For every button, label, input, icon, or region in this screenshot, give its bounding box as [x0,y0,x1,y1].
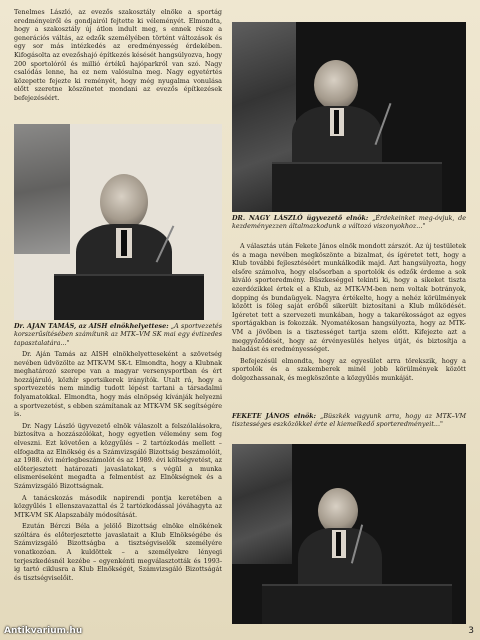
photo-fekete-janos [232,444,466,624]
photo-nagy-laszlo [232,22,466,212]
speaker-tie [334,110,339,134]
page-number: 3 [468,626,474,636]
watermark: Antikvarium.hu [4,626,83,636]
right-photo1-caption [232,214,466,231]
speaker-head [314,60,358,110]
podium [272,162,442,212]
caption-quote: „Büszkék vagyunk arra, hogy az MTK–VM tisztességes eszközökkel érte el kiemelkedő sporteredményeit..." [232,412,466,429]
left-photo-caption [14,322,222,347]
speaker-tie [336,532,341,556]
paragraph-election: Ezután Bérczi Béla a jelölő Bizottság elnöke elnökének szóltára és előterjesztette javaslatait a Klub Elnökségébe és Számvizsgáló Bizottságba a tisztségviselők személyére vonatkozóan. A kuldöttek – a személyekre lényegi terjeszkedésnél kezébe – egyenkénti megválasztották és 1993-ig tartó ciklusra a Klub Elnökségét, Számvizsgáló Bizottságát és tisztségviselőit. [14,522,222,582]
paragraph-closing-2: Befejezésül elmondta, hogy az egyesület arra törekszik, hogy a sportolók és a szakemberek minél jobb körülmények között dolgozhassanak, és megköszönte a közgyűlés munkáját. [232,356,466,382]
photo-ajan-tamas [14,124,222,320]
caption-name: Dr. AJAN TAMÁS, az AISH elnökhelyettese: [14,322,169,330]
right-photo2-caption [232,412,466,429]
paragraph-nagy-reply: Dr. Nagy László ügyvezető elnök válaszolt a felszólalásokra, biztosítva a hozzászólókat, hogy egyetlen vélemény sem fog elveszni. Ezt követően a közgyűlés – 2 tartózkodás mellett – elfogadta az Elnökség és a Számvizsgáló Bizottság beszámolóit, az 1988. évi mérlegbeszámolót és az 1989. évi költségvetést, az előterjesztett határozati javaslatokat, s végül a munka elismeréseként megadta a felmentést az Elnökségnek és a Számvizsgáló Bizottságnak. [14,421,222,490]
right-body-text [232,242,466,383]
intro-paragraph: Tenelmes László, az evezős szakosztály elnöke a sportág eredményeiről és gondjairól fejtette ki véleményét. Elmondta, hogy a szakosztály új átlon indult meg, s ennek része a generációs váltás, az edzők személyében történt változások és egy sor más intézkedés az eredményesség érdekében. Kifogásolta az evezőshajó építkezés késését hangsúlyozva, hogy 200 sportolóról és millió értékű hajóparkról van szó. Nagy csalódás lenne, ha ez nem valósulna meg. Nagy egyetértés közepette fejezte ki reményét, hogy még nyugalma vonulása előtt szeretne köszönetet mondani az evezős építkezések befejezéséért. [14,8,222,102]
speaker-head [100,174,148,230]
speaker-tie [121,230,127,256]
caption-name: DR. NAGY LÁSZLÓ ügyvezető elnök: [232,214,369,222]
left-body-text [14,350,222,582]
paragraph-ajan: Dr. Aján Tamás az AISH elnökhelyetteseként a szövetség nevében üdvözölte az MTK-VM SK-t. Elmondta, hogy a Klubnak meghatározó szerepe van a magyar versenysportban és ért hozzájáruló, közhír sportsikerek irányítók. Utalt rá, hogy a sportvezetés nem mindig tudott lépést tartani a társadalmi folyamatokkal. Elmondta, hogy más elnöpség kívánják helyezni a sportvezetést, s ebben számítanak az MTK-VM SK segítségére is. [14,350,222,419]
paragraph-closing: A választás után Fekete János elnök mondott zárszót. Az új testületek és a maga nevében megköszönte a bizalmat, és ígéretet tett, hogy a Klub további fejlesztéséért munkálkodik majd. Azt hangsúlyozta, hogy elsőre számolva, hogy elsősorban a sportolók és edzők érdeme a sok kiváló sporteredmény. Büszkeséggel tekinti ki, hogy a sikeket tiszta ezerdózikkel értek el a Klub, az MTK-VM-ben nem voltak botrányok, dopping és bundaügyek. Nagyra értékelte, hogy a nehéz körülmények között is fóleg saját erőből sikerült biztosítani a Klub működését. Igéretet tett a szervezeti munkában, hogy a takarékosságot az egyes sportágakban is fokozzák. Nyomatékosan hangsúlyozta, hogy az MTK-VM a jövőben is a tisztességet tartja szem előtt. Kifejezte azt a meggyőződését, hogy az érvényesülés helyes útját, és biztosítja a haladást és eredményességet. [232,242,466,354]
podium [262,584,452,624]
left-column [14,8,222,103]
flag-backdrop [232,444,292,564]
caption-quote: „Érdekeinket meg-óvjuk, de kezdeményezzen általmazkodunk a változó viszonyokhoz..." [232,214,466,231]
caption-quote: „A sportvezetés korszerűsítésében számítunk az MTK–VM SK mai egy évtizedes tapasztalatára..." [14,322,222,347]
flag-backdrop [14,124,70,254]
podium [54,274,204,320]
paragraph-statute: A tanácskozás második napirendi pontja keretében a közgyűlés 1 ellenszavazattal és 2 tartózkodással jóváhagyta az MTK-VM SK Alapszabály módosítását. [14,493,222,519]
caption-name: FEKETE JÁNOS elnök: [232,412,317,420]
